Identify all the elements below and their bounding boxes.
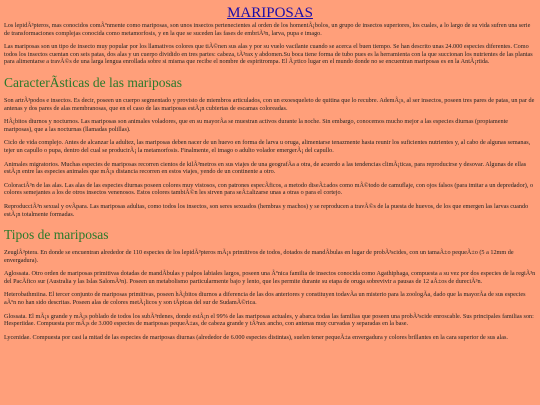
paragraph-artropodos: Son artrÃ³podos e insectos. Es decir, poseen un cuerpo segmentado y provisto de miembros articulados, con un exoesqueleto de quitina que lo recubre. AdemÃ¡s, al ser insectos, poseen tres pares de patas, un par de antenas y dos pares de alas membranosas, que en el caso de las mariposas estÃ¡n cubiertas de escamas coloreadas.	[4, 96, 535, 112]
page-title	[4, 4, 536, 22]
paragraph-heterobathmiina: Heterobathmiina. El tercer conjunto de mariposas primitivas, poseen hÃ¡bitos diurnos a diferencia de las dos anteriores y constituyen todavÃa un misterio para la zoologÃa, dado que la mayorÃa de sus especies aÃºn no han sido descritas. Poseen alas de colores metÃ¡licos y son tÃpicas del sur de SudamÃ©rica.	[4, 291, 526, 307]
paragraph-glossata: Glossata. El mÃ¡s grande y mÃ¡s poblado de todos los subÃ³rdenes, donde estÃ¡n el 99% de las mariposas actuales, y abarca todas las familias que poseen una probÃ³scide enroscable. Sus principales familias son: Hesperiidae. Compuesta por mÃ¡s de 3.000 especies de mariposas pequeÃ±as, de cabeza grande y tÃ³rax ancho, con antenas muy curvadas y separadas en la base.	[4, 312, 534, 328]
paragraph-aglossata: Aglossata. Otro orden de mariposas primitivas dotadas de mandÃbulas y palpos labiales largos, poseen una Ãºnica familia de insectos conocida como Agathiphaga, compuesta a su vez por dos especies de la regiÃ³n del PacÃfico sur (Australia y las Islas SalomÃ³n). Poseen un metabolismo particularmente bajo y lento, que les permite durante su etapa de oruga sobrevivir a pausas de 12 aÃ±os de dureciÃ³n.	[4, 270, 536, 285]
intro-paragraph-2: Las mariposas son un tipo de insecto muy popular por los llamativos colores que tiÃ©nen sus alas y por su vuelo vacilante cuando se acerca el buen tiempo. Se han descrito unas 24.000 especies diferentes. Como todos los insectos cuentan con seis patas, dos alas y un cuerpo dividido en tres partes: cabeza, tÃ³rax y abdomen.Su boca tiene forma de tubo pues es la herramienta con la que succionan los nutrientes de las plantas para alimentarse a travÃ©s de una larga lengua enrollada sobre si misma que recibe el nombre de espiritrompa. El Ã¡rtico lugar en el mundo donde no se encuentran mariposas es en la AntÃ¡rtida.	[4, 43, 533, 66]
title-link[interactable]: MARIPOSAS	[227, 5, 313, 21]
section-heading-tipos: Tipos de mariposas	[4, 227, 109, 243]
paragraph-reproduccion: ReproducciÃ³n sexual y ovÃpara. Las mariposas adultas, como todos los insectos, son seres sexuados (hembras y machos) y se reproducen a travÃ©s de la puesta de huevos, de los que emergen las larvas cuando estÃ¡n totalmente formadas.	[4, 202, 529, 218]
section-heading-caracteristicas: CaracterÃsticas de las mariposas	[4, 74, 183, 90]
paragraph-habitos: HÃ¡bitos diurnos y nocturnos. Las mariposas son animales voladores, que en su mayorÃa se muestran activos durante la noche. Sin embargo, conocemos mucho mejor a las especies diurnas (propiamente mariposas), que a las nocturnas (llamadas polillas).	[4, 118, 509, 133]
paragraph-coloracion: ColoraciÃ³n de las alas. Las alas de las especies diurnas poseen colores muy vistosos, con patrones especÃficos, a metodo diseÃ±ados como mÃ©todo de camuflaje, con ojos falsos (para imitar a un depredador), o colores semejantes a los de otros insectos venenosos. Estos colores tambiÃ©n les sirven para seÃ±alizarse unas a otras o para el cortejo.	[4, 181, 534, 197]
paragraph-lycenidae: Lycenidae. Compuesta por casi la mitad de las especies de mariposas diurnas (alrededor de 6.000 especies distintas), suelen tener pequeÃ±a envergadura y colores brillantes en la cara superior de sus alas.	[4, 333, 508, 341]
intro-paragraph-1: Los lepidÃ³pteros, mas conocidos comÃºnmente como mariposas, son unos insectos pertenecientes al orden de los homentÃ¡bolos, un grupo de insectos superiores, los cuales, a lo largo de su vida sufren una serie de transformaciones complejas conocida como metamorfosis, y en la que se suceden las fases de embriÃ³n, larva, pupa e imago.	[4, 22, 531, 37]
paragraph-ciclo-vida: Ciclo de vida complejo. Antes de alcanzar la adultez, las mariposas deben nacer de un huevo en forma de larva u oruga, alimentarse tenazmente hasta reunir los suficientes nutrientes y, al cabo de algunas semanas, tejer un capullo o pupa, dentro del cual se producirÃ¡ la metamorfosis. Finalmente, el imago o adulto volador emergerÃ¡ del capullo.	[4, 139, 531, 154]
paragraph-migratorios: Animales migratorios. Muchas especies de mariposas recorren cientos de kilÃ³metros en sus viajes de una geografÃa a otra, de acuerdo a las tendencias climÃ¡ticas, para reproducirse y desovar. Algunas de ellas estÃ¡n entre las especies animales que mÃ¡s distancia recorren en estos viajes, yendo de un continente a otro.	[4, 160, 527, 176]
paragraph-zeugloptera: ZeuglÃ³ptera. En donde se encuentran alrededor de 110 especies de los lepidÃ³pteros mÃ¡s primitivos de todos, dotados de mandÃbulas en lugar de probÃ³scides, con un tamaÃ±o pequeÃ±o (5 a 12mm de envergadura).	[4, 249, 514, 264]
